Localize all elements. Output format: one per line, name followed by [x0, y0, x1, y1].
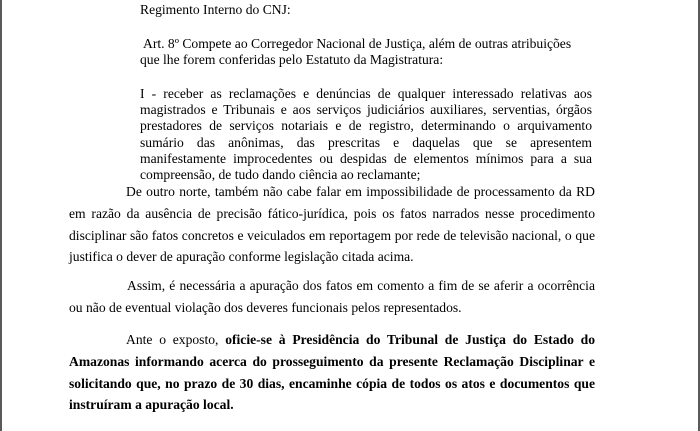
paragraph-2: Assim, é necessária a apuração dos fatos em comento a fim de se aferir a ocorrência ou não de eventual violação dos deveres funcionais pelos representados.	[69, 278, 595, 315]
paragraph-3	[69, 329, 595, 416]
quote-heading: Regimento Interno do CNJ:	[140, 2, 291, 17]
paragraph-1: De outro norte, também não cabe falar em impossibilidade de processamento da RD em razão da ausência de precisão fático-jurídica, pois os fatos narrados nesse procedimento disciplinar são fatos concretos e veiculados em reportagem por rede de televisão nacional, o que justifica o dever de apuração conforme legislação citada acima.	[69, 184, 595, 265]
paragraph-3-bold: oficie-se à Presidência do Tribunal de Justiça do Estado do Amazonas informando acerca do prosseguimento da presente Reclamação Disciplinar e solicitando que, no prazo de 30 dias, encaminhe cópia de todos os atos e documentos que instruíram a apuração local.	[69, 332, 595, 413]
paragraph-3-intro: Ante o exposto,	[126, 332, 226, 347]
page-left-border	[0, 0, 2, 431]
quote-article: Art. 8º Compete ao Corregedor Nacional de Justiça, além de outras atribuições que lhe forem conferidas pelo Estatuto da Magistratura:	[140, 36, 572, 68]
quote-item-i: I - receber as reclamações e denúncias de qualquer interessado relativas aos magistrados e Tribunais e aos serviços judiciários auxiliares, serventias, órgãos prestadores de serviços notariais e de registro, determinando o arquivamento sumário das anônimas, das prescritas e daquelas que se apresentem manifestamente improcedentes ou despidas de elementos mínimos para a sua compreensão, de tudo dando ciência ao reclamante;	[140, 86, 592, 183]
